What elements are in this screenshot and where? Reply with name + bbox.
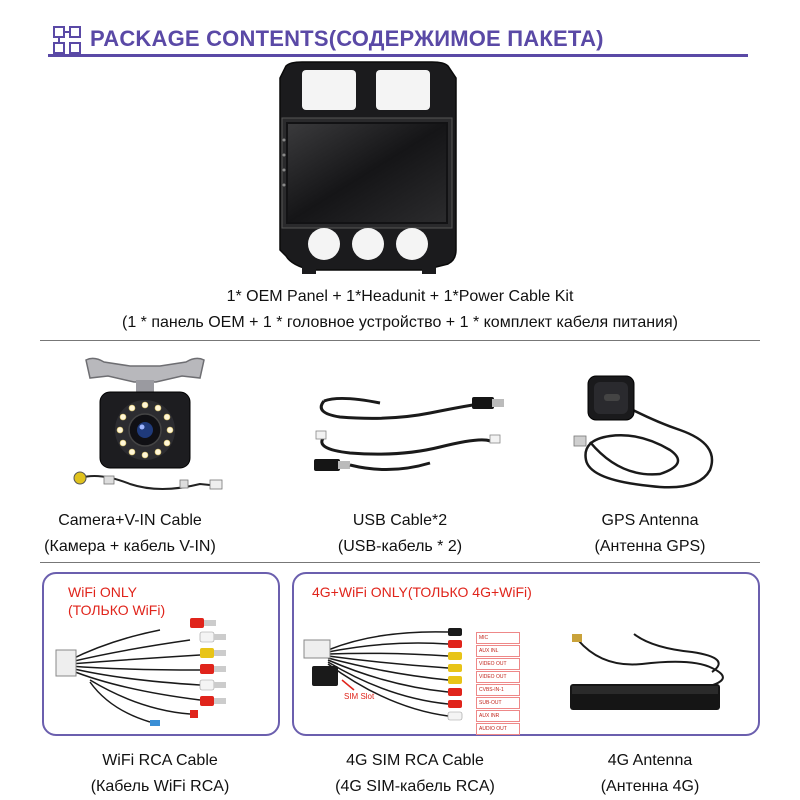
camera-image [70,352,240,502]
wifi-only-label-ru: (ТОЛЬКО WiFi) [68,602,166,618]
main-caption-en: 1* OEM Panel + 1*Headunit + 1*Power Cable Kit [226,288,574,305]
oem-panel-headunit-image [272,60,462,280]
main-caption-ru: (1 * панель OEM + 1 * головное устройство + 1 * комплект кабеля питания) [121,314,678,331]
connector-tags [476,632,520,736]
wifi-rca-caption-en: WiFi RCA Cable [102,752,218,769]
wifi-rca-cable-image [50,610,250,730]
usb-caption [300,508,500,560]
connector-tag: MIC [476,632,520,644]
camera-caption-en: Camera+V-IN Cable [58,512,202,529]
wifi-rca-caption-ru: (Кабель WiFi RCA) [90,778,230,795]
g4-wifi-label: 4G+WiFi ONLY(ТОЛЬКО 4G+WiFi) [312,584,532,600]
usb-cable-image [310,385,510,480]
camera-caption [20,508,240,560]
usb-caption-en: USB Cable*2 [352,512,448,529]
wifi-rca-caption [40,748,280,800]
connector-tag: AUX INR [476,710,520,722]
page-title: PACKAGE CONTENTS(СОДЕРЖИМОЕ ПАКЕТА) [90,26,604,51]
g4-rca-caption [300,748,530,800]
connector-tag: VIDEO OUT [476,658,520,670]
connector-tag: CVBS-IN-1 [476,684,520,696]
usb-caption-ru: (USB-кабель * 2) [337,538,463,555]
gps-caption-en: GPS Antenna [601,512,699,529]
g4-antenna-caption [560,748,740,800]
sim-slot-label: SIM Slot [344,692,375,701]
g4-antenna-caption-ru: (Антенна 4G) [600,778,700,795]
connector-tag: SUB-OUT [476,697,520,709]
connector-tag: AUDIO OUT [476,723,520,735]
g4-rca-caption-ru: (4G SIM-кабель RCA) [335,778,495,795]
camera-caption-ru: (Камера + кабель V-IN) [44,538,216,555]
main-caption [0,284,800,336]
gps-caption-ru: (Антенна GPS) [594,538,706,555]
section-divider-2 [40,562,760,563]
connector-tag: AUX INL [476,645,520,657]
g4-rca-caption-en: 4G SIM RCA Cable [346,752,484,769]
connector-tag: VIDEO OUT [476,671,520,683]
wifi-only-label: WiFi ONLY [68,584,137,600]
gps-caption [550,508,750,560]
g4-antenna-image [562,628,742,718]
header-divider [48,54,748,57]
grid-icon [52,25,82,55]
g4-antenna-caption-en: 4G Antenna [607,752,693,769]
gps-antenna-image [570,370,730,495]
section-divider [40,340,760,341]
